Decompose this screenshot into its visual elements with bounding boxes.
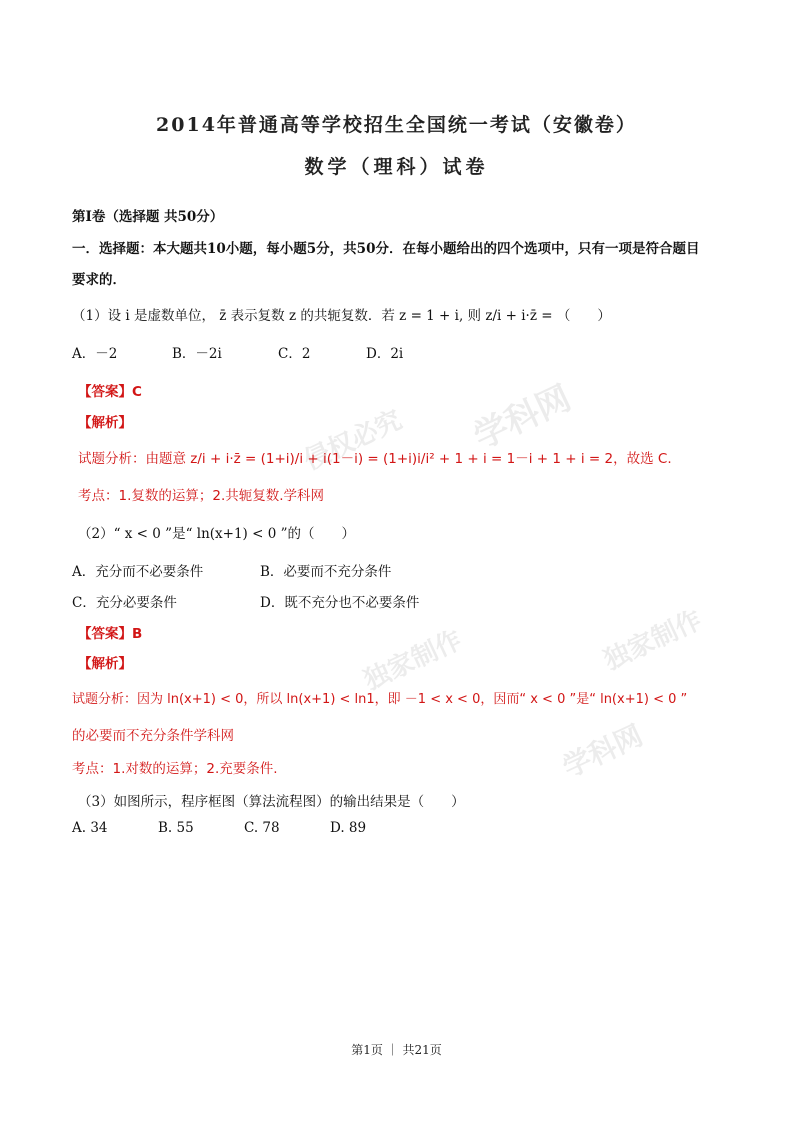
watermark-text: 独家制作 xyxy=(359,625,467,697)
q2-option-c: C．充分必要条件 xyxy=(72,595,177,611)
watermark-text: 学科网 xyxy=(467,377,578,458)
page-footer: 第1页 ｜ 共21页 xyxy=(351,1043,442,1057)
q1-stem: （1）设 i 是虚数单位， z̄ 表示复数 z 的共轭复数．若 z = 1 + i, 则 z/i + i·z̄ = （ ） xyxy=(72,308,611,324)
q1-analysis-label: 【解析】 xyxy=(78,415,132,431)
q2-stem: （2）“ x < 0 ”是“ ln(x+1) < 0 ”的（ ） xyxy=(78,526,356,542)
q1-option-c: C．2 xyxy=(278,346,311,362)
q1-answer: 【答案】C xyxy=(78,384,142,400)
instructions-line1: 一．选择题：本大题共10小题，每小题5分，共50分．在每小题给出的四个选项中，只有一项是符合题目 xyxy=(72,241,700,257)
q2-analysis-line1: 试题分析：因为 ln(x+1) < 0，所以 ln(x+1) < ln1，即 －1 < x < 0，因而“ x < 0 ”是“ ln(x+1) < 0 ” xyxy=(72,692,688,707)
q3-option-a: A. 34 xyxy=(72,820,108,836)
section-heading: 第Ⅰ卷（选择题 共50分） xyxy=(72,209,224,225)
watermark-text: 学科网 xyxy=(557,718,648,785)
q2-option-b: B．必要而不充分条件 xyxy=(260,564,392,580)
q2-option-a: A．充分而不必要条件 xyxy=(72,564,204,580)
q1-analysis: 试题分析：由题意 z/i + i·z̄ = (1+i)/i + i(1－i) = (1+i)i/i² + 1 + i = 1－i + 1 + i = 2，故选 C. xyxy=(78,451,672,467)
watermark-text: 独家制作 xyxy=(599,605,707,677)
watermark-text: 侵权必究 xyxy=(299,405,407,477)
exam-title: 2014年普通高等学校招生全国统一考试（安徽卷） xyxy=(156,114,637,136)
q1-option-b: B．－2i xyxy=(172,346,222,362)
q2-analysis-line2: 的必要而不充分条件学科网 xyxy=(72,728,234,744)
q2-knowledge-point: 考点：1.对数的运算；2.充要条件. xyxy=(72,761,278,777)
exam-subtitle: 数学（理科）试卷 xyxy=(304,156,489,178)
q3-option-d: D. 89 xyxy=(330,820,367,836)
q3-option-b: B. 55 xyxy=(158,820,194,836)
instructions-line2: 要求的． xyxy=(72,272,126,288)
q2-option-d: D．既不充分也不必要条件 xyxy=(260,595,420,611)
q2-answer: 【答案】B xyxy=(78,626,143,642)
q1-option-d: D．2i xyxy=(366,346,404,362)
q2-analysis-label: 【解析】 xyxy=(78,656,132,672)
q3-option-c: C. 78 xyxy=(244,820,280,836)
q3-stem: （3）如图所示，程序框图（算法流程图）的输出结果是（ ） xyxy=(78,794,465,810)
q1-knowledge-point: 考点：1.复数的运算；2.共轭复数.学科网 xyxy=(78,488,325,504)
q1-option-a: A．－2 xyxy=(72,346,118,362)
